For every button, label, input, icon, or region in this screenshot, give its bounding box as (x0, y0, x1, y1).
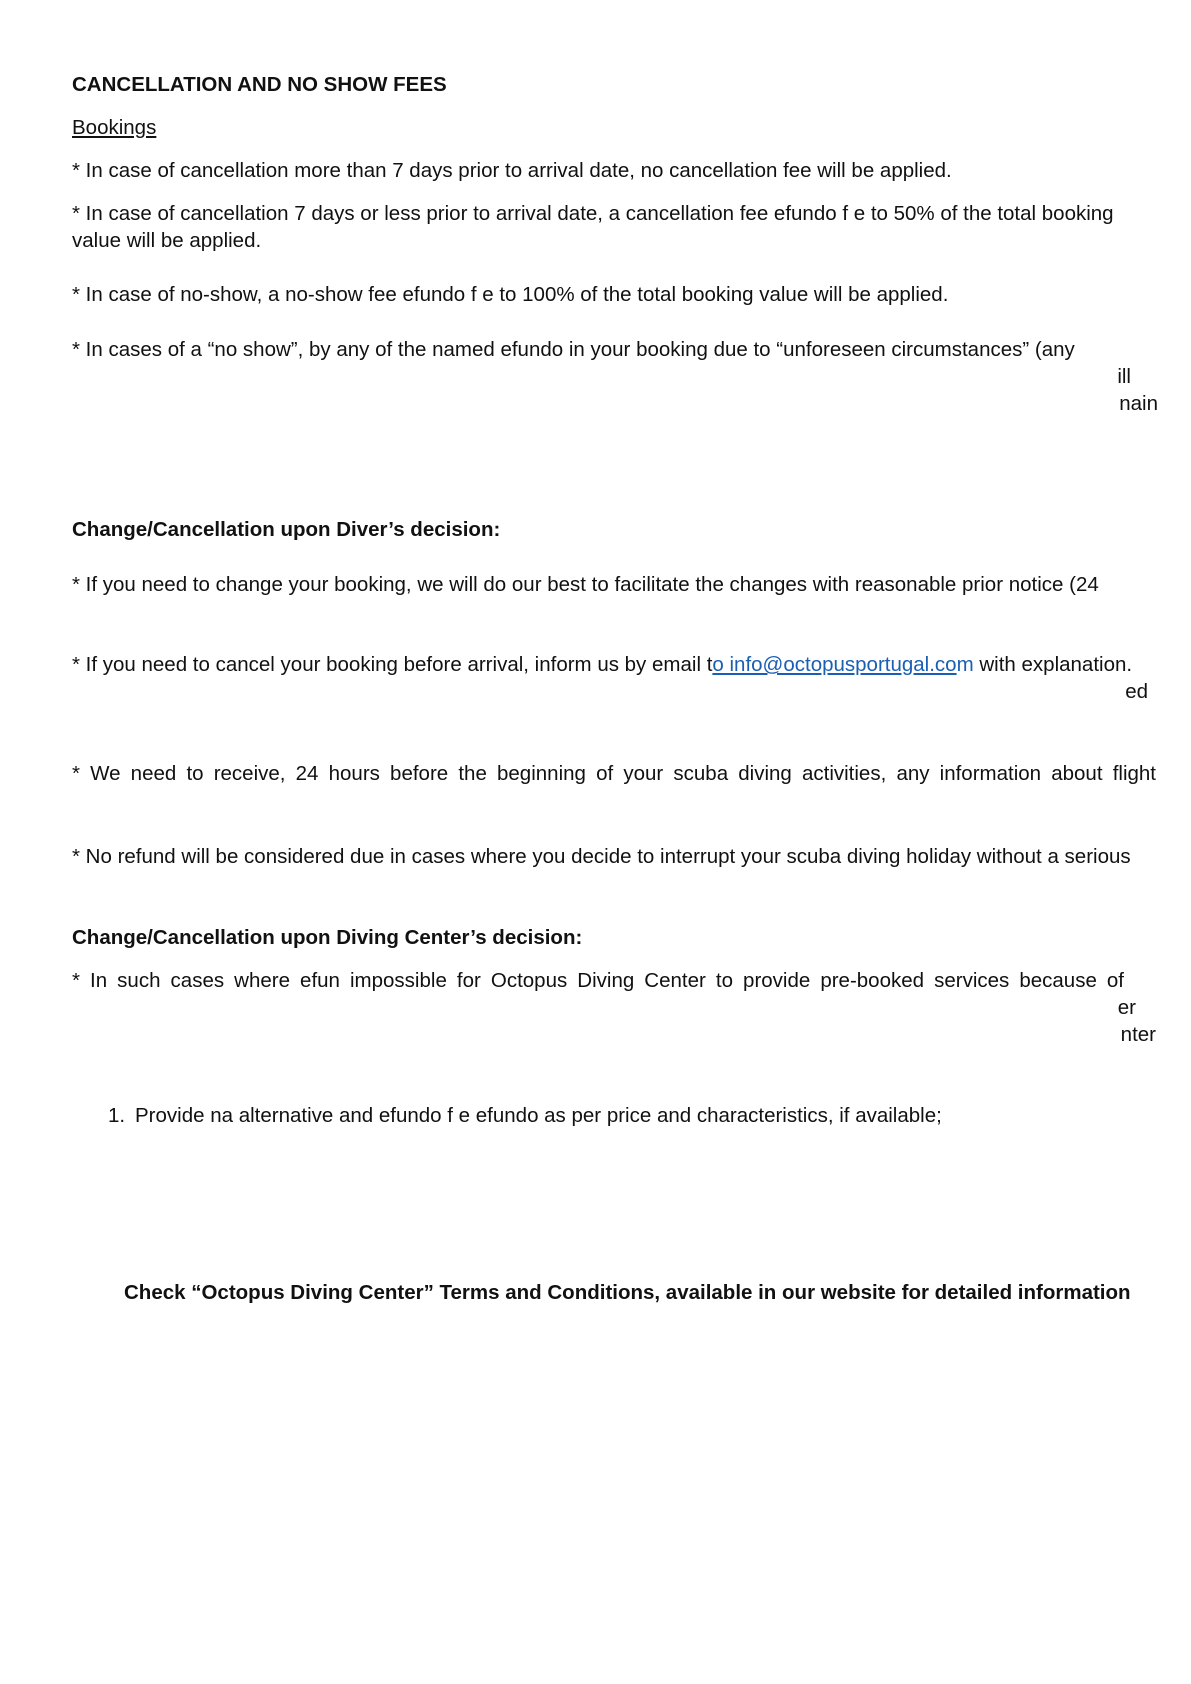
clipped-text-fragment: ill (1117, 365, 1131, 388)
paragraph-no-show-unforeseen: * In cases of a “no show”, by any of the named efundo in your booking due to “unforeseen circumstances” (any (72, 338, 1075, 361)
diver-decision-heading: Change/Cancellation upon Diver’s decision: (72, 518, 501, 541)
paragraph-more-than-7-days: * In case of cancellation more than 7 days prior to arrival date, no cancellation fee will be applied. (72, 159, 952, 182)
clipped-text-fragment: ed (1125, 680, 1148, 703)
paragraph-cancel-before-arrival: * If you need to cancel your booking before arrival, inform us by email to info@octopusportugal.com with explanation. (72, 653, 1133, 676)
paragraph-no-show-fee: * In case of no-show, a no-show fee efundo f e to 100% of the total booking value will be applied. (72, 283, 949, 306)
list-item-alternative: Provide na alternative and efundo f e efundo as per price and characteristics, if available; (135, 1104, 942, 1127)
page-heading: CANCELLATION AND NO SHOW FEES (72, 73, 447, 96)
paragraph-change-booking: * If you need to change your booking, we will do our best to facilitate the changes with reasonable prior notice (24 (72, 573, 1099, 596)
paragraph-flight-information: * We need to receive, 24 hours before the beginning of your scuba diving activities, any information about flight (72, 762, 1156, 785)
paragraph-center-unable: * In such cases where efun impossible for Octopus Diving Center to provide pre-booked services because of (72, 969, 1124, 992)
terms-footer-note: Check “Octopus Diving Center” Terms and Conditions, available in our website for detailed information (124, 1281, 1131, 1304)
paragraph-no-refund: * No refund will be considered due in cases where you decide to interrupt your scuba diving holiday without a serious (72, 845, 1131, 868)
email-link[interactable]: o info@octopusportugal.co (712, 653, 957, 676)
bookings-subheading: Bookings (72, 116, 157, 139)
clipped-text-fragment: nter (1120, 1023, 1156, 1046)
clipped-text-fragment: er (1117, 996, 1136, 1019)
center-decision-heading: Change/Cancellation upon Diving Center’s decision: (72, 926, 583, 949)
list-item-number: 1. (108, 1104, 126, 1127)
paragraph-7-days-or-less-line1: * In case of cancellation 7 days or less prior to arrival date, a cancellation fee efundo f e to 50% of the total booking (72, 202, 1114, 225)
clipped-text-fragment: nain (1119, 392, 1158, 415)
email-link-tail: m (956, 653, 974, 676)
paragraph-7-days-or-less-line2: value will be applied. (72, 229, 262, 252)
